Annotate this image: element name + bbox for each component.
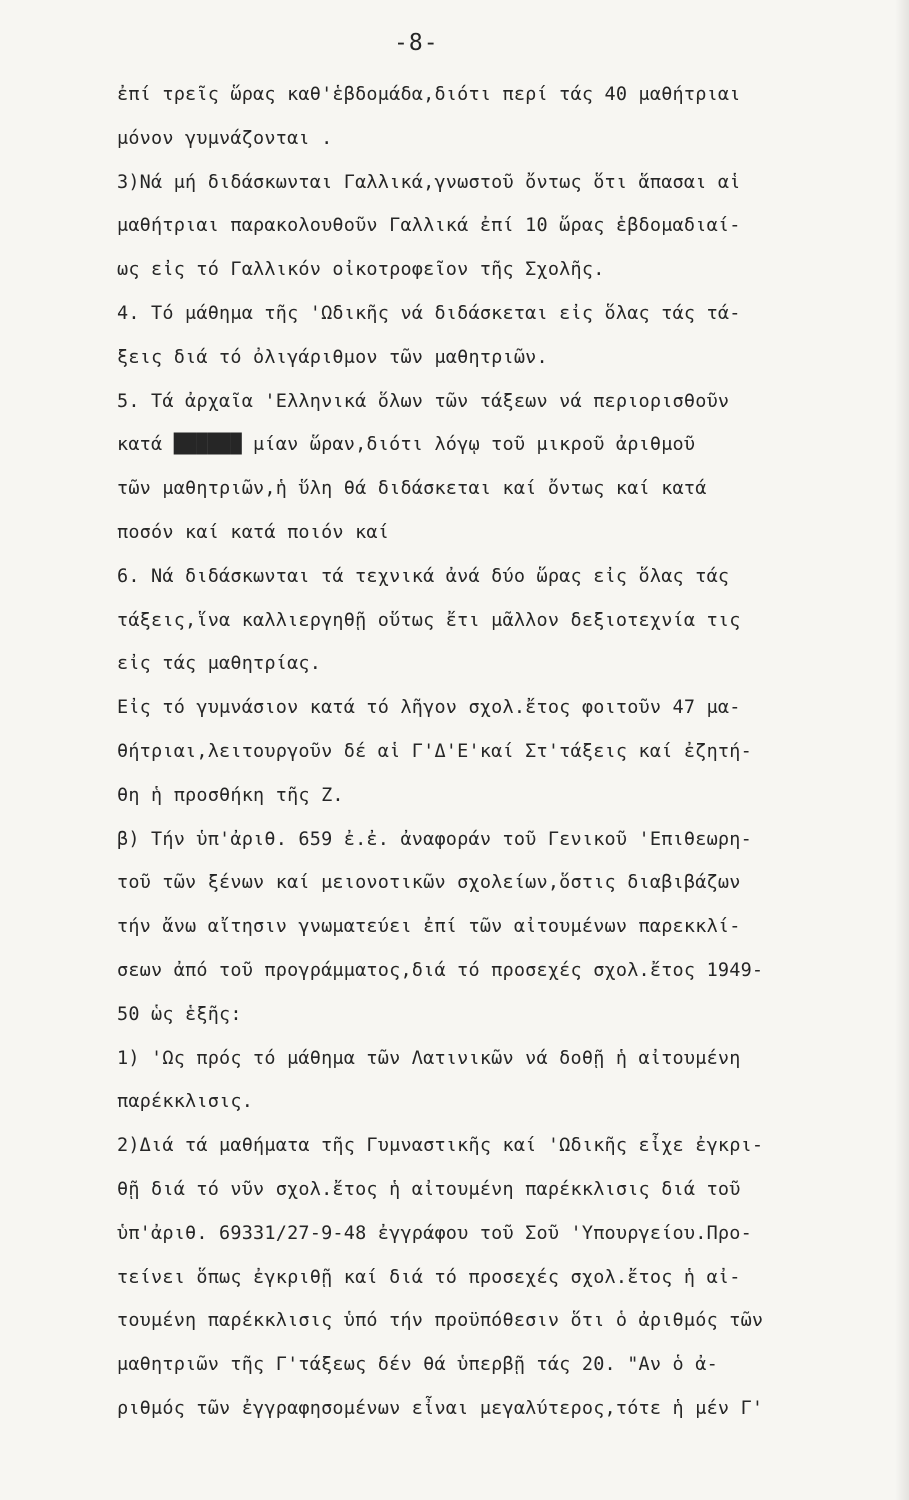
text-line: 2)Διά τά μαθήματα τῆς Γυμναστικῆς καί 'Ωδικῆς εἶχε ἐγκρι- (117, 1135, 764, 1157)
text-line: θη ἡ προσθήκη τῆς Ζ. (117, 784, 344, 806)
page-number: -8- (394, 30, 439, 56)
text-line: β) Τήν ὑπ'ἀριθ. 659 ἐ.ἐ. ἀναφοράν τοῦ Γενικοῦ 'Επιθεωρη- (117, 828, 752, 850)
text-line: 3)Νά μή διδάσκωνται Γαλλικά,γνωστοῦ ὄντως ὅτι ἅπασαι αἱ (117, 171, 741, 193)
text-line: 5. Τά ἀρχαῖα 'Ελληνικά ὅλων τῶν τάξεων νά περιορισθοῦν (117, 390, 730, 412)
text-line: τῶν μαθητριῶν,ἡ ὕλη θά διδάσκεται καί ὄντως καί κατά (117, 478, 707, 500)
text-line: ἐπί τρεῖς ὥρας καθ'ἑβδομάδα,διότι περί τάς 40 μαθήτριαι (117, 84, 741, 105)
text-line: 4. Τό μάθημα τῆς 'Ωδικῆς νά διδάσκεται εἰς ὅλας τάς τά- (117, 302, 741, 324)
text-line: θῇ διά τό νῦν σχολ.ἔτος ἡ αἰτουμένη παρέκκλισις διά τοῦ (117, 1178, 741, 1200)
text-line: τείνει ὅπως ἐγκριθῇ καί διά τό προσεχές σχολ.ἔτος ἡ αἰ- (117, 1266, 741, 1288)
text-line: Εἰς τό γυμνάσιον κατά τό λῆγον σχολ.ἔτος φοιτοῦν 47 μα- (117, 697, 741, 719)
text-line: τάξεις,ἵνα καλλιεργηθῇ οὕτως ἔτι μᾶλλον δεξιοτεχνία τις (117, 609, 741, 631)
text-line: θήτριαι,λειτουργοῦν δέ αἱ Γ'Δ'Ε'καί Στ'τάξεις καί ἐζητή- (117, 740, 752, 762)
text-line: κατά ██████ μίαν ὥραν,διότι λόγῳ τοῦ μικροῦ ἀριθμοῦ (117, 434, 696, 456)
text-line: 1) 'Ως πρός τό μάθημα τῶν Λατινικῶν νά δοθῇ ἡ αἰτουμένη (117, 1047, 741, 1069)
text-line: ὑπ'ἀριθ. 69331/27-9-48 ἐγγράφου τοῦ Σοῦ 'Υπουργείου.Προ- (117, 1222, 752, 1244)
page-edge-shadow (895, 0, 909, 1500)
text-line: ριθμός τῶν ἐγγραφησομένων εἶναι μεγαλύτερος,τότε ἡ μέν Γ' (117, 1397, 764, 1419)
text-line: ως εἰς τό Γαλλικόν οἰκοτροφεῖον τῆς Σχολῆς. (117, 259, 605, 281)
text-line: μόνον γυμνάζονται . (117, 127, 333, 149)
text-line: μαθήτριαι παρακολουθοῦν Γαλλικά ἐπί 10 ὥρας ἑβδομαδιαί- (117, 215, 741, 237)
text-line: 6. Νά διδάσκωνται τά τεχνικά ἀνά δύο ὥρας εἰς ὅλας τάς (117, 565, 730, 587)
text-line: 50 ὡς ἑξῆς: (117, 1003, 242, 1025)
text-line: ποσόν καί κατά ποιόν καί (117, 521, 390, 543)
text-line: τοῦ τῶν ξένων καί μειονοτικῶν σχολείων,ὅστις διαβιβάζων (117, 872, 741, 894)
text-line: τουμένη παρέκκλισις ὑπό τήν προϋπόθεσιν ὅτι ὁ ἀριθμός τῶν (117, 1310, 764, 1332)
text-line: σεων ἀπό τοῦ προγράμματος,διά τό προσεχές σχολ.ἔτος 1949- (117, 959, 764, 981)
text-line: μαθητριῶν τῆς Γ'τάξεως δέν θά ὑπερβῇ τάς 20. "Αν ὁ ἀ- (117, 1354, 718, 1376)
text-line: ξεις διά τό ὀλιγάριθμον τῶν μαθητριῶν. (117, 346, 548, 368)
text-line: εἰς τάς μαθητρίας. (117, 653, 322, 675)
typewritten-text-body (117, 73, 887, 1431)
text-line: τήν ἄνω αἴτησιν γνωματεύει ἐπί τῶν αἰτουμένων παρεκκλί- (117, 916, 741, 938)
text-line: παρέκκλισις. (117, 1091, 254, 1113)
